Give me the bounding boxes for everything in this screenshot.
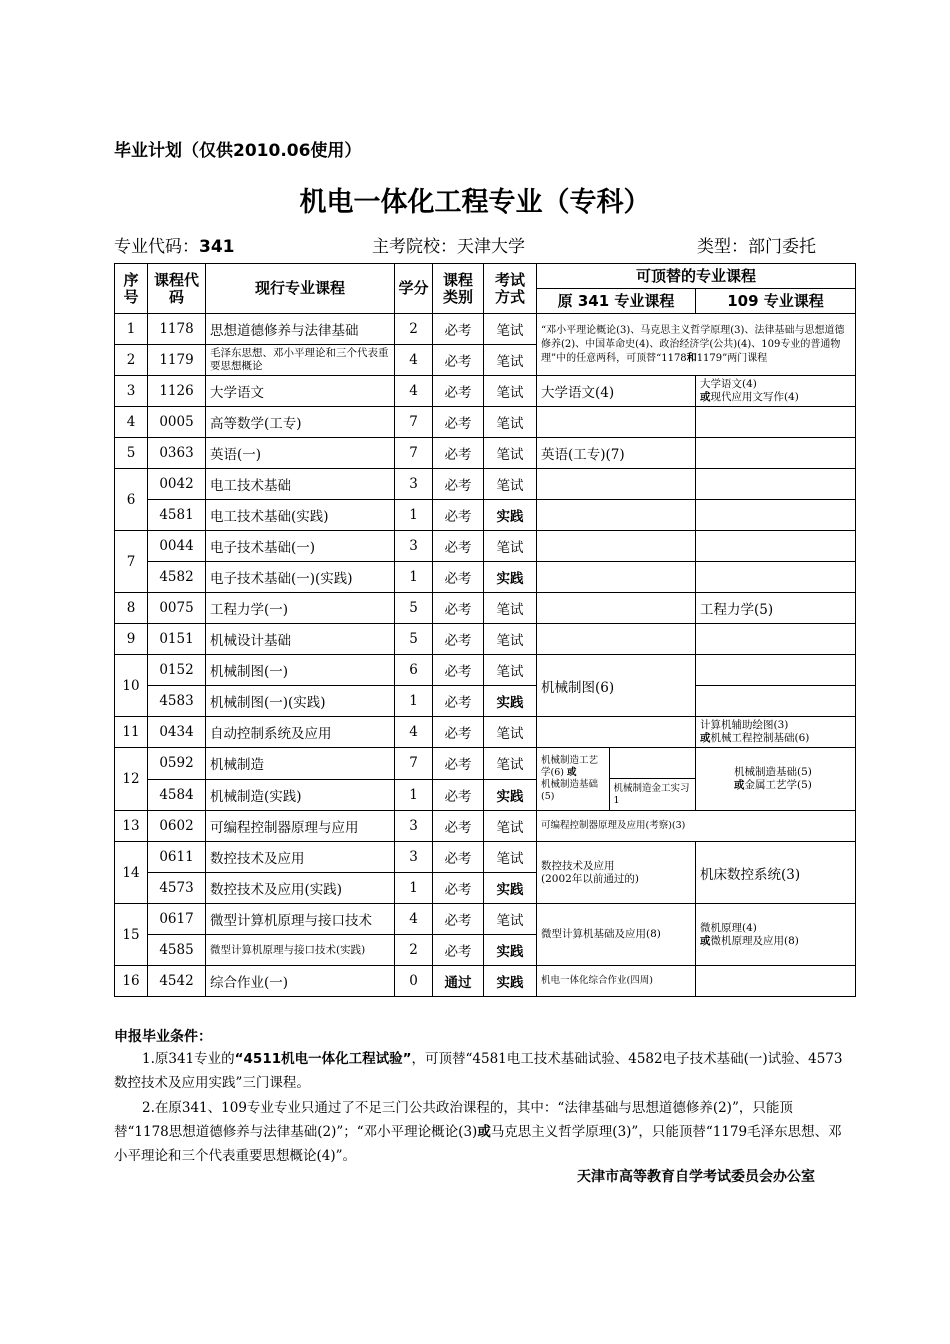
credit-cell: 5 (395, 593, 433, 624)
table-row (115, 562, 856, 593)
replace-341-cell (537, 531, 696, 562)
replace-109-cell (696, 655, 856, 686)
table-row (115, 717, 856, 748)
credit-cell: 4 (395, 904, 433, 935)
credit-cell: 2 (395, 314, 433, 345)
exam-cell: 实践 (484, 500, 537, 531)
credit-cell: 7 (395, 407, 433, 438)
code-cell: 0075 (148, 593, 206, 624)
category-cell: 必考 (433, 562, 484, 593)
replace-109-cell (696, 904, 856, 966)
course-cell: 机械制图(一) (206, 655, 395, 686)
replace-109-cell (696, 531, 856, 562)
program-type-label: 类型： (697, 237, 748, 257)
replace-341-cell (537, 593, 696, 624)
replace-109-cell (696, 469, 856, 500)
course-cell: 大学语文 (206, 376, 395, 407)
header-seq: 序号 (115, 264, 148, 314)
seq-cell: 5 (115, 438, 148, 469)
conditions-title: 申报毕业条件： (114, 1029, 212, 1045)
replace-341-a: 数控技术及应用 (541, 859, 615, 872)
replace-109-cell (696, 748, 856, 811)
replace-or: 或 (734, 779, 745, 791)
code-cell: 4584 (148, 779, 206, 811)
category-cell: 必考 (433, 904, 484, 935)
course-cell: 机械设计基础 (206, 624, 395, 655)
code-cell: 1126 (148, 376, 206, 407)
header-replace: 可顶替的专业课程 (537, 264, 856, 289)
table-row (115, 624, 856, 655)
credit-cell: 0 (395, 966, 433, 997)
replace-or: 或 (567, 767, 577, 778)
exam-cell: 实践 (484, 966, 537, 997)
condition-1-a: 1.原341专业的 (142, 1051, 235, 1067)
course-cell: 电子技术基础(一) (206, 531, 395, 562)
category-cell: 必考 (433, 376, 484, 407)
category-cell: 必考 (433, 935, 484, 966)
code-cell: 0611 (148, 842, 206, 873)
category-cell: 必考 (433, 314, 484, 345)
header-exam: 考试方式 (484, 264, 537, 314)
seq-cell: 8 (115, 593, 148, 624)
replace-341-a: 机械制造工艺学(6) (541, 755, 599, 778)
category-cell: 必考 (433, 593, 484, 624)
category-cell: 必考 (433, 779, 484, 811)
code-cell: 0042 (148, 469, 206, 500)
exam-cell: 笔试 (484, 655, 537, 686)
course-cell: 数控技术及应用(实践) (206, 873, 395, 904)
replace-341-cell: 微型计算机基础及应用(8) (537, 904, 696, 966)
header-109: 109 专业课程 (696, 289, 856, 314)
category-cell: 必考 (433, 469, 484, 500)
issuer: 天津市高等教育自学考试委员会办公室 (577, 1169, 815, 1185)
credit-cell: 3 (395, 842, 433, 873)
credit-cell: 1 (395, 873, 433, 904)
code-cell: 4585 (148, 935, 206, 966)
course-cell: 电工技术基础 (206, 469, 395, 500)
course-cell: 综合作业(一) (206, 966, 395, 997)
code-cell: 0617 (148, 904, 206, 935)
condition-2-a: 2.在原341、109专业专业只通过了不足三门公共政治课程的，其中：“法律基础与思想道德修养(2)”，只能顶替“1178思想道德修养与法律基础(2)”；“邓小平理论概论(3) (114, 1100, 793, 1140)
credit-cell: 3 (395, 469, 433, 500)
exam-cell: 实践 (484, 873, 537, 904)
credit-cell: 1 (395, 562, 433, 593)
plan-label: 毕业计划（仅供2010.06使用） (114, 141, 362, 161)
table-row (115, 500, 856, 531)
replace-341-cell: 机械制图(6) (537, 655, 696, 717)
exam-cell: 实践 (484, 562, 537, 593)
category-cell: 必考 (433, 811, 484, 842)
seq-cell: 14 (115, 842, 148, 904)
replace-109-cell (696, 438, 856, 469)
replace-109-b: 微机原理及应用(8) (710, 934, 799, 947)
exam-cell: 笔试 (484, 842, 537, 873)
table-row (115, 811, 856, 842)
course-cell: 微型计算机原理与接口技术(实践) (206, 935, 395, 966)
course-cell: 高等数学(工专) (206, 407, 395, 438)
course-cell: 电子技术基础(一)(实践) (206, 562, 395, 593)
program-type (697, 232, 816, 257)
category-cell: 必考 (433, 717, 484, 748)
table-row (115, 438, 856, 469)
replace-109-cell (696, 376, 856, 407)
table-row (115, 655, 856, 686)
header-credit: 学分 (395, 264, 433, 314)
replace-109-cell (696, 407, 856, 438)
replace-341-cell (537, 717, 696, 748)
course-cell: 电工技术基础(实践) (206, 500, 395, 531)
seq-cell: 10 (115, 655, 148, 717)
credit-cell: 4 (395, 345, 433, 376)
replace-341-sub-empty (609, 748, 695, 779)
credit-cell: 4 (395, 376, 433, 407)
header-orig341: 原 341 专业课程 (537, 289, 696, 314)
category-cell: 必考 (433, 842, 484, 873)
replace-341-sub-a (537, 748, 609, 810)
seq-cell: 16 (115, 966, 148, 997)
credit-cell: 1 (395, 686, 433, 717)
code-cell: 0151 (148, 624, 206, 655)
code-cell: 4582 (148, 562, 206, 593)
table-row (115, 593, 856, 624)
category-cell: 必考 (433, 624, 484, 655)
course-cell: 思想道德修养与法律基础 (206, 314, 395, 345)
replace-341-cell (537, 469, 696, 500)
replace-109-cell (696, 717, 856, 748)
table-row (115, 376, 856, 407)
header-code: 课程代码 (148, 264, 206, 314)
replace-109-cell (696, 562, 856, 593)
replace-or: 或 (700, 934, 711, 947)
major-code-value: 341 (199, 237, 235, 257)
exam-school-label: 主考院校： (372, 237, 457, 257)
category-cell: 通过 (433, 966, 484, 997)
replace-109-b: 金属工艺学(5) (744, 779, 812, 791)
table-row (115, 904, 856, 935)
replace-109-a: 微机原理(4) (700, 921, 757, 934)
seq-cell: 7 (115, 531, 148, 593)
replace-341-cell: 英语(工专)(7) (537, 438, 696, 469)
course-cell: 可编程控制器原理与应用 (206, 811, 395, 842)
seq-cell: 2 (115, 345, 148, 376)
exam-cell: 笔试 (484, 748, 537, 780)
replace-341-sub-c: 机械制造金工实习1 (613, 782, 690, 806)
code-cell: 0363 (148, 438, 206, 469)
replace-341-cell (537, 748, 696, 811)
category-cell: 必考 (433, 500, 484, 531)
seq-cell: 3 (115, 376, 148, 407)
code-cell: 0592 (148, 748, 206, 780)
replace-109-b: 现代应用文写作(4) (710, 391, 799, 403)
replace-341-b: 机械制造基础(5) (541, 779, 599, 802)
replace-109-a: 大学语文(4) (700, 378, 757, 390)
category-cell: 必考 (433, 686, 484, 717)
exam-cell: 实践 (484, 935, 537, 966)
course-cell: 毛泽东思想、邓小平理论和三个代表重要思想概论 (206, 345, 395, 376)
credit-cell: 7 (395, 438, 433, 469)
code-cell: 4573 (148, 873, 206, 904)
course-cell: 英语(一) (206, 438, 395, 469)
condition-1-b: “4511机电一体化工程试验” (234, 1051, 412, 1067)
replace-341-cell (537, 562, 696, 593)
replace-merged-cell: 可编程控制器原理及应用(考察)(3) (537, 811, 856, 842)
exam-cell: 实践 (484, 779, 537, 811)
replace-341-cell (537, 407, 696, 438)
page-title: 机电一体化工程专业（专科） (299, 187, 651, 218)
exam-cell: 笔试 (484, 624, 537, 655)
code-cell: 1178 (148, 314, 206, 345)
replace-109-cell (696, 686, 856, 717)
replace-341-cell (537, 842, 696, 904)
exam-cell: 笔试 (484, 345, 537, 376)
replace-341-cell (537, 500, 696, 531)
course-cell: 数控技术及应用 (206, 842, 395, 873)
exam-cell: 笔试 (484, 376, 537, 407)
course-table (114, 263, 856, 997)
course-cell: 微型计算机原理与接口技术 (206, 904, 395, 935)
seq-cell: 15 (115, 904, 148, 966)
table-row (115, 469, 856, 500)
credit-cell: 7 (395, 748, 433, 780)
header-course: 现行专业课程 (206, 264, 395, 314)
category-cell: 必考 (433, 748, 484, 780)
condition-1-c: ，可顶替“4581电工技术基础试验、4582电子技术基础(一)试验、4573数控技术及应用实践”三门课程。 (114, 1051, 843, 1091)
replace-341-cell (537, 624, 696, 655)
major-code-label: 专业代码： (114, 237, 199, 257)
credit-cell: 3 (395, 531, 433, 562)
credit-cell: 5 (395, 624, 433, 655)
seq-cell: 11 (115, 717, 148, 748)
replace-109-cell: 工程力学(5) (696, 593, 856, 624)
exam-cell: 笔试 (484, 904, 537, 935)
replace-341-b: (2002年以前通过的) (541, 872, 639, 885)
category-cell: 必考 (433, 873, 484, 904)
replace-or: 或 (700, 391, 711, 403)
credit-cell: 6 (395, 655, 433, 686)
replace-341-cell: 机电一体化综合作业(四周) (537, 966, 696, 997)
code-cell: 0044 (148, 531, 206, 562)
credit-cell: 1 (395, 500, 433, 531)
code-cell: 0005 (148, 407, 206, 438)
condition-1 (114, 1047, 844, 1095)
replace-341-split (537, 748, 695, 810)
course-cell: 机械制造(实践) (206, 779, 395, 811)
seq-cell: 6 (115, 469, 148, 531)
replace-109-cell (696, 624, 856, 655)
exam-cell: 笔试 (484, 407, 537, 438)
code-cell: 0152 (148, 655, 206, 686)
credit-cell: 3 (395, 811, 433, 842)
table-row (115, 531, 856, 562)
category-cell: 必考 (433, 438, 484, 469)
replace-109-cell: 机床数控系统(3) (696, 842, 856, 904)
seq-cell: 13 (115, 811, 148, 842)
seq-cell: 1 (115, 314, 148, 345)
credit-cell: 4 (395, 717, 433, 748)
exam-cell: 笔试 (484, 314, 537, 345)
code-cell: 1179 (148, 345, 206, 376)
replace-note-and: 和 (686, 352, 697, 364)
replace-note-cell (537, 314, 856, 376)
seq-cell: 12 (115, 748, 148, 811)
replace-341-cell: 大学语文(4) (537, 376, 696, 407)
course-cell: 工程力学(一) (206, 593, 395, 624)
category-cell: 必考 (433, 345, 484, 376)
replace-109-cell (696, 500, 856, 531)
credit-cell: 1 (395, 779, 433, 811)
table-row (115, 966, 856, 997)
table-row (115, 842, 856, 873)
code-cell: 0434 (148, 717, 206, 748)
seq-cell: 9 (115, 624, 148, 655)
replace-109-cell (696, 966, 856, 997)
header-category: 课程类别 (433, 264, 484, 314)
exam-cell: 笔试 (484, 593, 537, 624)
replace-note-b: 1179”两门课程 (696, 352, 768, 364)
program-type-value: 部门委托 (748, 237, 816, 257)
table-row (115, 686, 856, 717)
exam-school-value: 天津大学 (457, 237, 525, 257)
exam-cell: 笔试 (484, 438, 537, 469)
exam-cell: 笔试 (484, 717, 537, 748)
replace-109-a: 计算机辅助绘图(3) (700, 719, 789, 731)
table-row (115, 748, 856, 780)
credit-cell: 2 (395, 935, 433, 966)
replace-or: 或 (700, 732, 711, 744)
exam-cell: 实践 (484, 686, 537, 717)
code-cell: 4581 (148, 500, 206, 531)
replace-note-a: “邓小平理论概论(3)、马克思主义哲学原理(3)、法律基础与思想道德修养(2)、中国革命史(4)、政治经济学(公共)(4)、109专业的普通物理”中的任意两科，可顶替“1178 (541, 324, 845, 364)
exam-cell: 笔试 (484, 811, 537, 842)
replace-109-b: 机械工程控制基础(6) (710, 732, 810, 744)
condition-2-or: 或 (477, 1124, 491, 1140)
category-cell: 必考 (433, 655, 484, 686)
exam-school (372, 232, 525, 257)
seq-cell: 4 (115, 407, 148, 438)
code-cell: 4583 (148, 686, 206, 717)
category-cell: 必考 (433, 531, 484, 562)
course-cell: 机械制图(一)(实践) (206, 686, 395, 717)
condition-2 (114, 1096, 844, 1168)
course-cell: 机械制造 (206, 748, 395, 780)
condition-2-b: 马克思主义哲学原理(3)”，只能顶替“1179毛泽东思想、邓小平理论和三个代表重要思想概论(4)”。 (114, 1124, 842, 1164)
table-row (115, 314, 856, 345)
exam-cell: 笔试 (484, 531, 537, 562)
exam-cell: 笔试 (484, 469, 537, 500)
course-cell: 自动控制系统及应用 (206, 717, 395, 748)
replace-109-a: 机械制造基础(5) (734, 766, 812, 778)
code-cell: 4542 (148, 966, 206, 997)
table-row (115, 407, 856, 438)
category-cell: 必考 (433, 407, 484, 438)
major-code (114, 232, 235, 257)
code-cell: 0602 (148, 811, 206, 842)
